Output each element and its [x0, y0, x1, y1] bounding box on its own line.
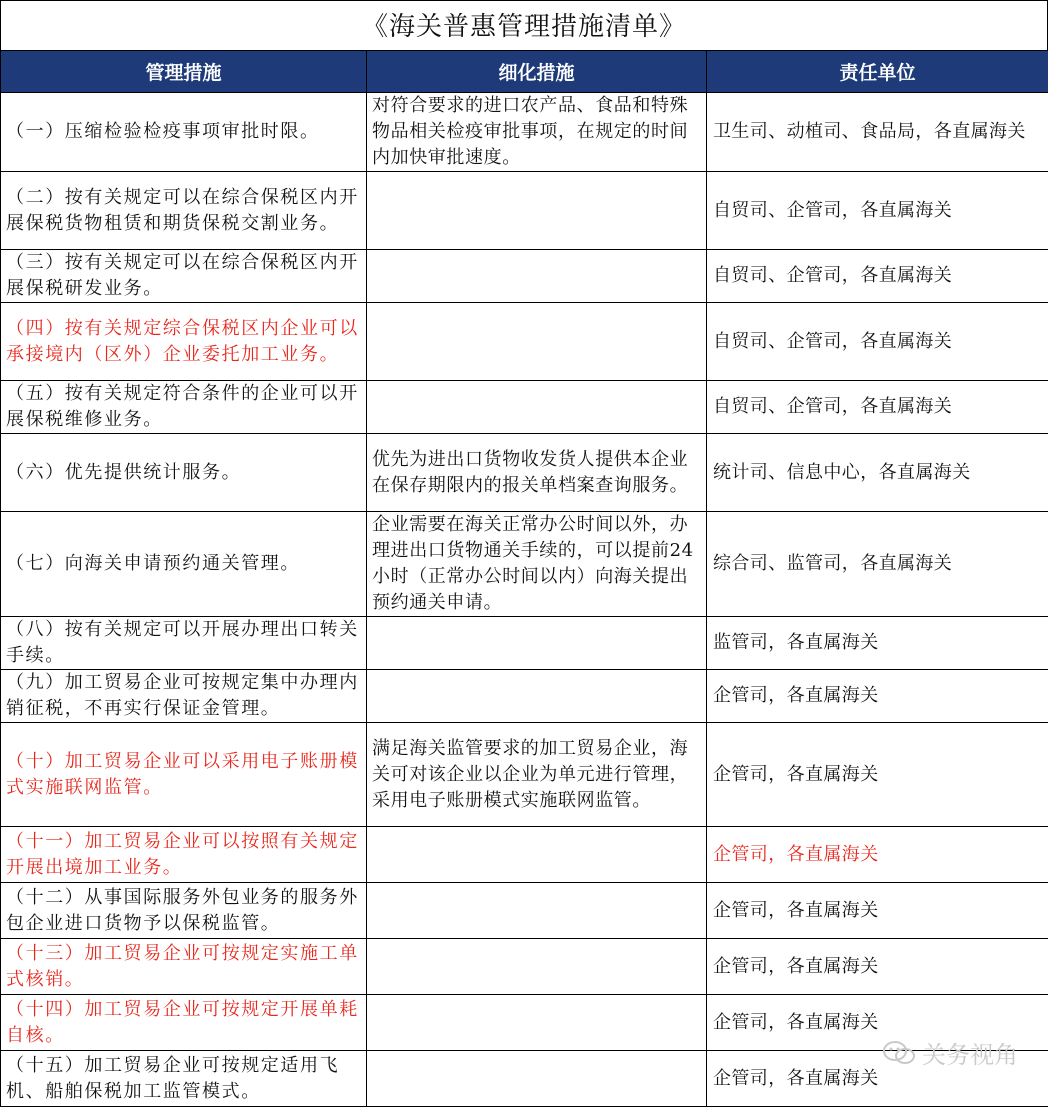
measure-cell: （八）按有关规定可以开展办理出口转关手续。 [1, 617, 367, 670]
table-row [1, 883, 1048, 939]
watermark-text: 关务视角 [922, 1035, 1018, 1070]
table-row [1, 381, 1048, 434]
measure-cell: （九）加工贸易企业可按规定集中办理内销征税，不再实行保证金管理。 [1, 670, 367, 723]
detail-cell: 企业需要在海关正常办公时间以外，办理进出口货物通关手续的，可以提前24小时（正常办公时间以内）向海关提出预约通关申请。 [367, 512, 707, 617]
unit-cell: 企管司，各直属海关 [707, 883, 1048, 939]
measure-cell: （七）向海关申请预约通关管理。 [1, 512, 367, 617]
measures-table [0, 50, 1048, 1107]
measure-cell: （一）压缩检验检疫事项审批时限。 [1, 93, 367, 172]
measure-cell: （十二）从事国际服务外包业务的服务外包企业进口货物予以保税监管。 [1, 883, 367, 939]
detail-cell: 对符合要求的进口农产品、食品和特殊物品相关检疫审批事项，在规定的时间内加快审批速度。 [367, 93, 707, 172]
unit-cell: 企管司，各直属海关 [707, 723, 1048, 827]
table-row [1, 939, 1048, 995]
unit-cell: 综合司、监管司，各直属海关 [707, 512, 1048, 617]
chat-bubble-icon [882, 1039, 916, 1067]
table-row [1, 670, 1048, 723]
detail-cell: 优先为进出口货物收发货人提供本企业在保存期限内的报关单档案查询服务。 [367, 434, 707, 512]
detail-cell [367, 303, 707, 381]
page-title: 《海关普惠管理措施清单》 [0, 0, 1048, 51]
watermark [882, 1035, 1018, 1070]
measure-cell: （二）按有关规定可以在综合保税区内开展保税货物租赁和期货保税交割业务。 [1, 172, 367, 250]
table-row [1, 250, 1048, 303]
table-row [1, 827, 1048, 883]
unit-cell: 自贸司、企管司，各直属海关 [707, 172, 1048, 250]
measure-cell: （十五）加工贸易企业可按规定适用飞机、船舶保税加工监管模式。 [1, 1051, 367, 1107]
unit-cell: 卫生司、动植司、食品局，各直属海关 [707, 93, 1048, 172]
detail-cell [367, 172, 707, 250]
unit-cell: 企管司，各直属海关 [707, 1051, 1048, 1107]
unit-cell: 统计司、信息中心，各直属海关 [707, 434, 1048, 512]
table-row [1, 512, 1048, 617]
table-row [1, 723, 1048, 827]
column-header-unit: 责任单位 [707, 51, 1048, 93]
unit-cell: 企管司，各直属海关 [707, 827, 1048, 883]
detail-cell [367, 1051, 707, 1107]
unit-cell: 自贸司、企管司，各直属海关 [707, 303, 1048, 381]
table-row [1, 617, 1048, 670]
table-header-row [1, 51, 1048, 93]
unit-cell: 自贸司、企管司，各直属海关 [707, 250, 1048, 303]
detail-cell [367, 939, 707, 995]
column-header-detail: 细化措施 [367, 51, 707, 93]
measure-cell: （四）按有关规定综合保税区内企业可以承接境内（区外）企业委托加工业务。 [1, 303, 367, 381]
unit-cell: 企管司，各直属海关 [707, 995, 1048, 1051]
measure-cell: （十三）加工贸易企业可按规定实施工单式核销。 [1, 939, 367, 995]
detail-cell [367, 250, 707, 303]
unit-cell: 企管司，各直属海关 [707, 670, 1048, 723]
table-row [1, 434, 1048, 512]
unit-cell: 自贸司、企管司，各直属海关 [707, 381, 1048, 434]
measure-cell: （十四）加工贸易企业可按规定开展单耗自核。 [1, 995, 367, 1051]
table-row [1, 303, 1048, 381]
detail-cell [367, 827, 707, 883]
table-row [1, 93, 1048, 172]
measure-cell: （五）按有关规定符合条件的企业可以开展保税维修业务。 [1, 381, 367, 434]
unit-cell: 监管司，各直属海关 [707, 617, 1048, 670]
measure-cell: （十）加工贸易企业可以采用电子账册模式实施联网监管。 [1, 723, 367, 827]
unit-cell: 企管司，各直属海关 [707, 939, 1048, 995]
detail-cell [367, 995, 707, 1051]
detail-cell [367, 670, 707, 723]
measure-cell: （三）按有关规定可以在综合保税区内开展保税研发业务。 [1, 250, 367, 303]
column-header-measure: 管理措施 [1, 51, 367, 93]
table-row [1, 172, 1048, 250]
detail-cell: 满足海关监管要求的加工贸易企业，海关可对该企业以企业为单元进行管理，采用电子账册模式实施联网监管。 [367, 723, 707, 827]
detail-cell [367, 617, 707, 670]
detail-cell [367, 381, 707, 434]
measure-cell: （六）优先提供统计服务。 [1, 434, 367, 512]
measure-cell: （十一）加工贸易企业可以按照有关规定开展出境加工业务。 [1, 827, 367, 883]
detail-cell [367, 883, 707, 939]
